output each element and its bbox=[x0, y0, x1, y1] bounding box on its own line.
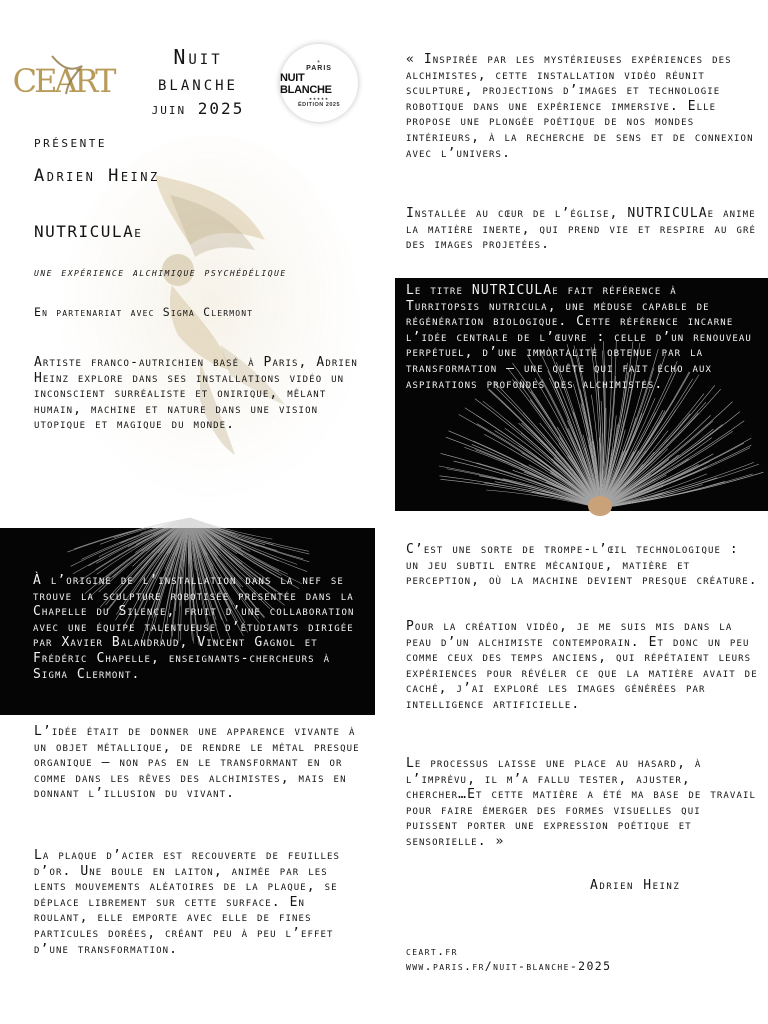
title-reference-text: Le titre NUTRICULAe fait référence à Turritopsis nutricula, une méduse capable de régénération biologique. Cette référence incarne l’idée centrale de l’œuvre : celle d’un renouveau perpétuel, d’une immortalité obtenue par la transformation — une quête qui fait écho aux aspirations profondes des alchimistes. bbox=[406, 283, 752, 392]
ceart-logo-icon bbox=[12, 46, 114, 108]
badge-emblem-icon: ⚜ bbox=[316, 58, 321, 65]
artist-name: Adrien Heinz bbox=[34, 166, 160, 186]
trompe-loeil-paragraph: C’est une sorte de trompe-l’œil technologique : un jeu subtil entre mécanique, matière et perception, où la machine devient presque créature. bbox=[406, 542, 758, 589]
quote-paragraph-1: « Inspirée par les mystérieuses expériences des alchimistes, cette installation vidéo réunit sculpture, projections d’images et technologie robotique dans une expérience immersive. Elle propose une plongée poétique de nos mondes intérieurs, à la recherche de sens et de connexion avec l’univers. bbox=[406, 52, 754, 161]
link-paris-nuit-blanche[interactable]: www.paris.fr/nuit-blanche-2025 bbox=[406, 959, 612, 973]
fiber-image-panel-right bbox=[395, 278, 768, 511]
signature: Adrien Heinz bbox=[590, 878, 681, 893]
process-paragraph: Le processus laisse une place au hasard, à l’imprévu, il m’a fallu tester, ajuster, chercher…Et cette matière a été ma base de travail pour faire émerger des formes visuelles qui puissent porter une expression poétique et sensorielle. » bbox=[406, 756, 757, 849]
artist-bio: Artiste franco-autrichien basé à Paris, Adrien Heinz explore dans ses installations vidéo un inconscient surréaliste et onirique, mêlant humain, machine et nature dans une vision utopique et magique du monde. bbox=[34, 355, 358, 433]
origin-text: À l’origine de l’installation dans la nef se trouve la sculpture robotisée présentée dans la Chapelle du Silence, fruit d’une collaboration avec une équipe talentueuse d’étudiants dirigée par Xavier Balandraud, Vincent Gagnol et Frédéric Chapelle, enseignants-chercheurs à Sigma Clermont. bbox=[33, 573, 355, 682]
badge-top-text: PARIS bbox=[306, 64, 332, 72]
event-date: juin 2025 bbox=[151, 99, 245, 118]
badge-main-text: NUIT BLANCHE bbox=[280, 71, 332, 96]
event-title bbox=[128, 44, 268, 122]
work-subtitle: une expérience alchimique psychédélique bbox=[34, 265, 287, 279]
fiber-image-panel-left bbox=[0, 528, 375, 715]
video-creation-paragraph: Pour la création vidéo, je me suis mis dans la peau d’un alchimiste contemporain. Et donc un peu comme ceux des temps anciens, qui répétaient leurs expériences pour révéler ce que la matière avait de caché, j’ai exploré les images générées par intelligence artificielle. bbox=[406, 619, 758, 712]
svg-text:CEART: CEART bbox=[12, 62, 114, 100]
partnership-line: En partenariat avec Sigma Clermont bbox=[34, 305, 254, 319]
idea-paragraph: L’idée était de donner une apparence vivante à un objet métallique, de rendre le métal presque organique — non pas en le transformant en or comme dans les rêves des alchimistes, mais en donnant l’illusion du vivant. bbox=[34, 724, 360, 802]
badge-stars-icon: ★★★★★ bbox=[308, 95, 330, 102]
quote-paragraph-2: Installée au cœur de l’église, NUTRICULAe anime la matière inerte, qui prend vie et respire au gré des images projetées. bbox=[406, 206, 757, 253]
link-ceart[interactable]: ceart.fr bbox=[406, 944, 458, 958]
website-links bbox=[406, 944, 611, 974]
work-title: NUTRICULAe bbox=[34, 222, 143, 241]
event-title-line1: Nuit bbox=[173, 45, 223, 69]
plate-paragraph: La plaque d’acier est recouverte de feuilles d’or. Une boule en laiton, animée par les lents mouvements aléatoires de la plaque, se déplace librement sur cette surface. En roulant, elle emporte avec elle de fines particules dorées, créant peu à peu l’effet d’une transformation. bbox=[34, 848, 341, 957]
badge-bottom-text: ÉDITION 2025 bbox=[297, 101, 341, 108]
golden-angel-figure-image bbox=[60, 135, 360, 505]
presents-label: présente bbox=[34, 133, 107, 151]
event-title-line2: blanche bbox=[157, 71, 238, 95]
nuit-blanche-badge-icon bbox=[280, 44, 358, 122]
